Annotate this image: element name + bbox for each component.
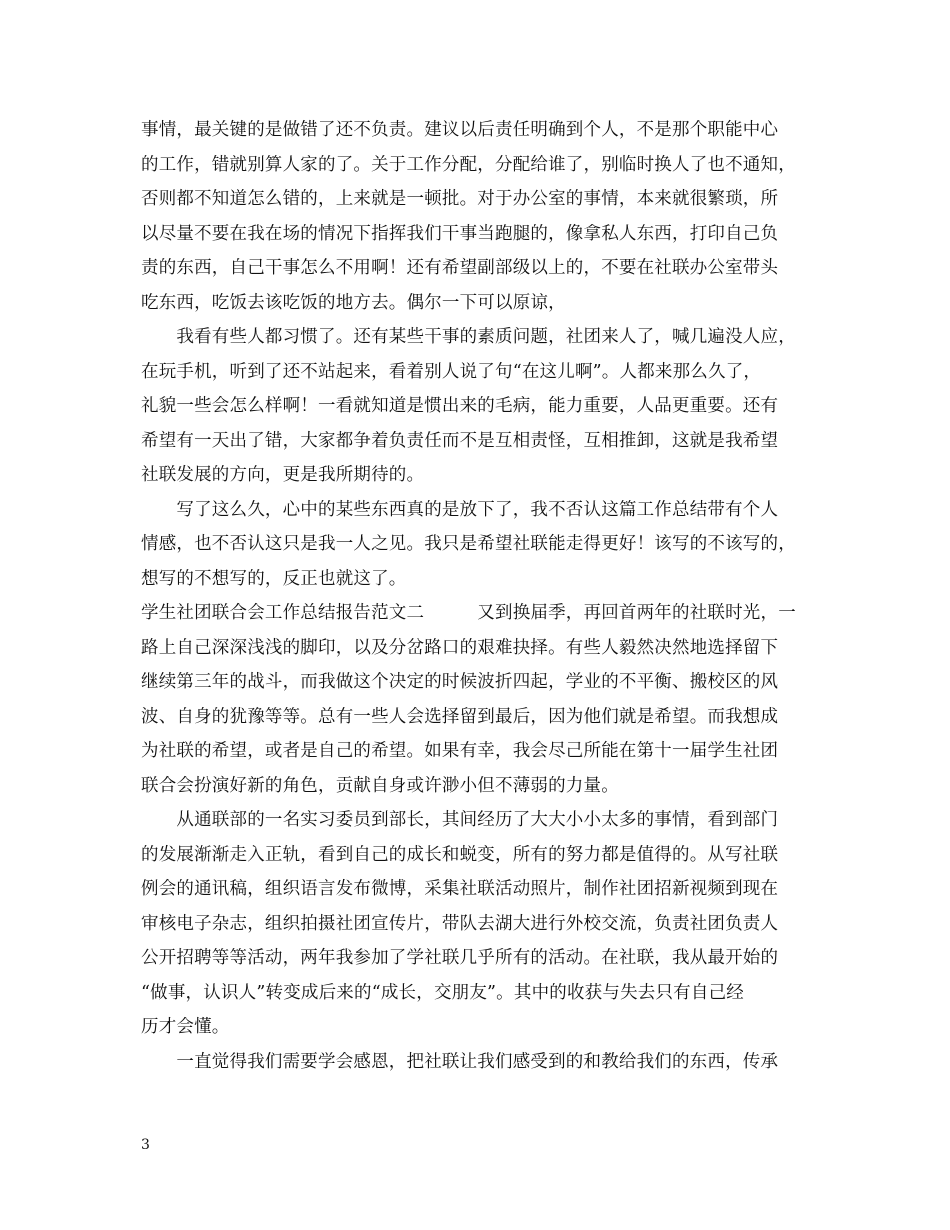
text-line: 在玩手机，听到了还不站起来，看着别人说了句“在这儿啊”。人都来那么久了， — [141, 361, 762, 382]
text-line: 审核电子杂志，组织拍摄社团宣传片，带队去湖大进行外校交流，负责社团负责人 — [141, 913, 779, 934]
text-line: 希望有一天出了错，大家都争着负责任而不是互相责怪，互相推卸，这就是我希望 — [141, 430, 779, 451]
text-line: 学生社团联合会工作总结报告范文二 又到换届季，再回首两年的社联时光，一 — [141, 603, 796, 623]
text-line: 事情，最关键的是做错了还不负责。建议以后责任明确到个人，不是那个职能中心 — [141, 120, 779, 140]
text-line: 想写的不想写的，反正也就这了。 — [141, 568, 407, 589]
text-line: 波、自身的犹豫等等。总有一些人会选择留到最后，因为他们就是希望。而我想成 — [141, 706, 779, 727]
text-line: 从通联部的一名实习委员到部长，其间经历了大大小小太多的事情，看到部门 — [141, 810, 779, 830]
text-line: 联合会扮演好新的角色，贡献自身或许渺小但不薄弱的力量。 — [141, 775, 619, 796]
text-line: 公开招聘等等活动，两年我参加了学社联几乎所有的活动。在社联，我从最开始的 — [141, 948, 779, 968]
text-line: 情感，也不否认这只是我一人之见。我只是希望社联能走得更好！该写的不该写的， — [141, 534, 796, 554]
text-line: “做事，认识人”转变成后来的“成长，交朋友”。其中的收获与失去只有自己经 — [141, 982, 744, 1003]
text-line: 吃东西，吃饭去该吃饭的地方去。偶尔一下可以原谅， — [141, 292, 566, 313]
text-line: 一直觉得我们需要学会感恩，把社联让我们感受到的和教给我们的东西，传承 — [141, 1051, 779, 1072]
page-number: 3 — [141, 1137, 150, 1153]
text-line: 历才会懂。 — [141, 1017, 230, 1037]
text-line: 否则都不知道怎么错的，上来就是一顿批。对于办公室的事情，本来就很繁琐，所 — [141, 189, 779, 209]
text-line: 写了这么久，心中的某些东西真的是放下了，我不否认这篇工作总结带有个人 — [141, 499, 779, 520]
text-line: 路上自己深深浅浅的脚印，以及分岔路口的艰难抉择。有些人毅然决然地选择留下 — [141, 637, 779, 658]
text-line: 我看有些人都习惯了。还有某些干事的素质问题，社团来人了，喊几遍没人应， — [141, 327, 796, 347]
text-line: 责的东西，自己干事怎么不用啊！还有希望副部级以上的，不要在社联办公室带头 — [141, 258, 779, 278]
text-line: 继续第三年的战斗，而我做这个决定的时候波折四起，学业的不平衡、搬校区的风 — [141, 672, 779, 692]
text-line: 的工作，错就别算人家的了。关于工作分配，分配给谁了，别临时换人了也不通知， — [141, 154, 796, 175]
text-line: 的发展渐渐走入正轨，看到自己的成长和蜕变，所有的努力都是值得的。从写社联 — [141, 844, 779, 865]
text-line: 社联发展的方向，更是我所期待的。 — [141, 465, 425, 485]
text-line: 例会的通讯稿，组织语言发布微博，采集社联活动照片，制作社团招新视频到现在 — [141, 879, 779, 899]
text-line: 礼貌一些会怎么样啊！一看就知道是惯出来的毛病，能力重要，人品更重要。还有 — [141, 396, 779, 416]
text-line: 为社联的希望，或者是自己的希望。如果有幸，我会尽己所能在第十一届学生社团 — [141, 741, 779, 761]
body-text — [141, 113, 821, 1079]
text-line: 以尽量不要在我在场的情况下指挥我们干事当跑腿的，像拿私人东西，打印自己负 — [141, 223, 779, 244]
